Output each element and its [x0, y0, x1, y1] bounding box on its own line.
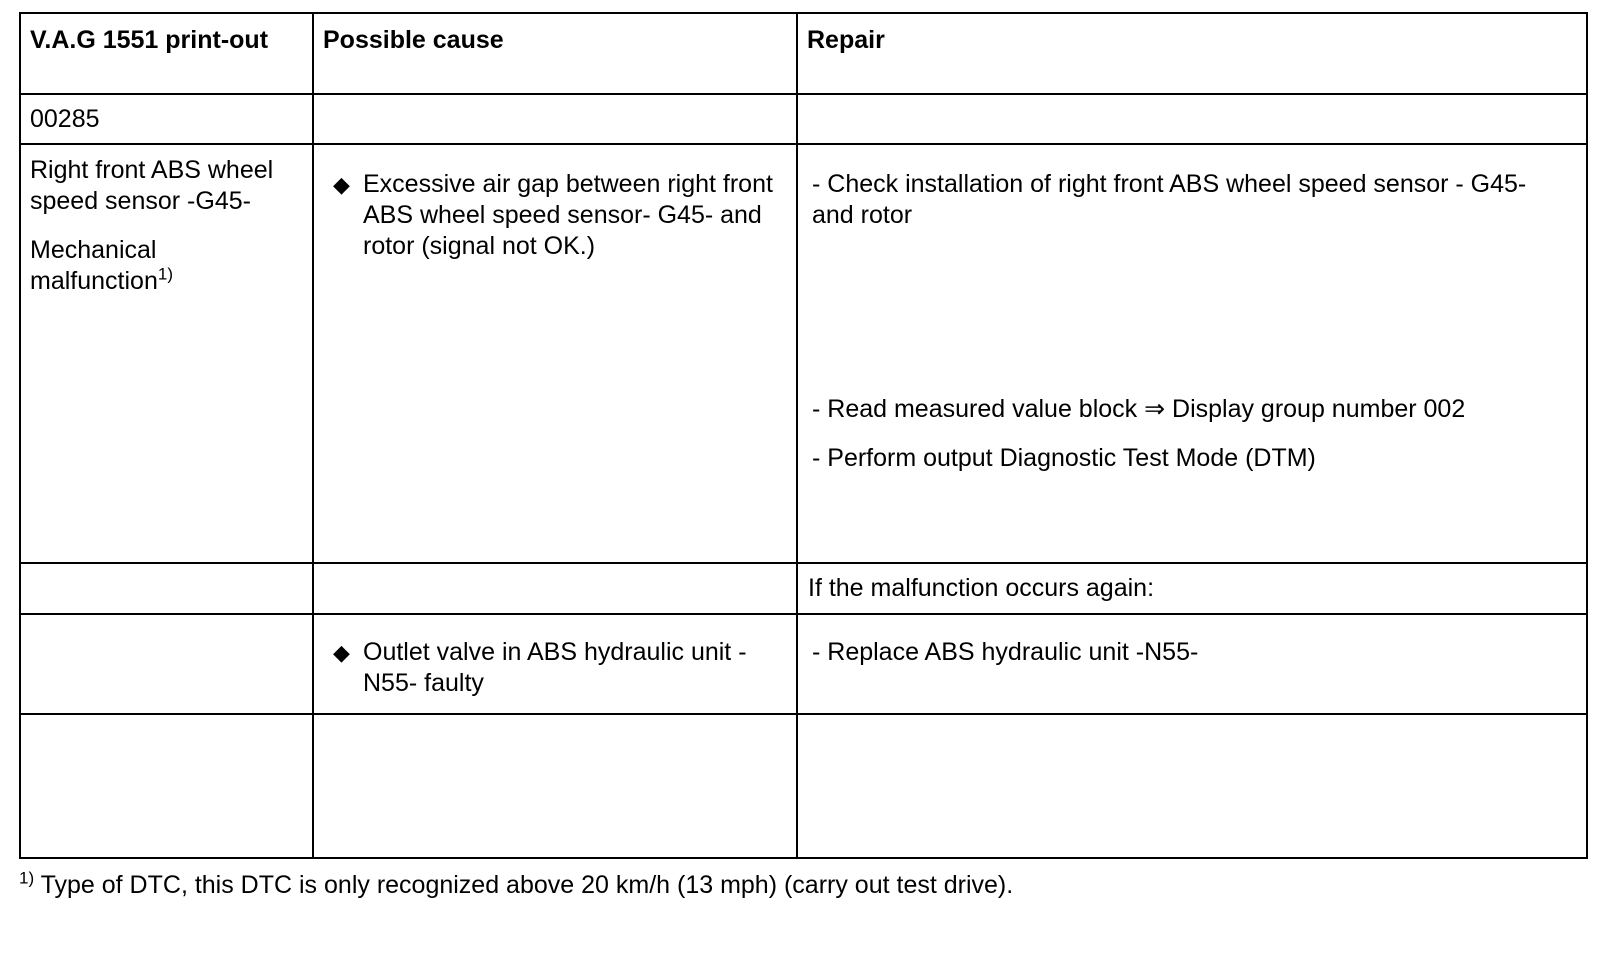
empty-cell — [20, 563, 313, 614]
fault-component: Right front ABS wheel speed sensor -G45- — [30, 156, 274, 215]
footnote — [19, 870, 1013, 901]
repair-step: - Check installation of right front ABS wheel speed sensor - G45- and rotor — [812, 170, 1527, 229]
cause-cell — [313, 144, 797, 563]
table-row — [20, 714, 1587, 858]
empty-cell — [313, 563, 797, 614]
repair-step: - Replace ABS hydraulic unit -N55- — [812, 638, 1199, 666]
cause-text: Excessive air gap between right front ABS wheel speed sensor- G45- and rotor (signal not OK.) — [363, 170, 773, 260]
footnote-marker: 1) — [157, 264, 173, 284]
empty-cell — [797, 94, 1587, 144]
empty-cell — [20, 614, 313, 714]
repeat-note-cell — [797, 563, 1587, 614]
header-printout: V.A.G 1551 print-out — [20, 13, 313, 94]
table-row — [20, 144, 1587, 563]
fault-description-cell — [20, 144, 313, 563]
empty-cell — [797, 714, 1587, 858]
table-row — [20, 563, 1587, 614]
header-repair: Repair — [797, 13, 1587, 94]
repair-step: - Perform output Diagnostic Test Mode (DTM) — [812, 444, 1316, 472]
repeat-note: If the malfunction occurs again: — [808, 574, 1155, 602]
repair-step: - Read measured value block ⇒ Display group number 002 — [812, 395, 1466, 423]
footnote-marker: 1) — [19, 868, 35, 888]
header-possible-cause: Possible cause — [313, 13, 797, 94]
fault-type: Mechanical malfunction$^{1)}$ — [30, 236, 173, 295]
diamond-bullet-icon: ◆ — [333, 172, 350, 197]
empty-cell — [20, 714, 313, 858]
cause-text: Outlet valve in ABS hydraulic unit -N55- faulty — [363, 638, 747, 697]
fault-code: 00285 — [30, 105, 100, 133]
diamond-bullet-icon: ◆ — [333, 640, 350, 665]
fault-code-cell — [20, 94, 313, 144]
repair-cell — [797, 144, 1587, 563]
footnote-text: Type of DTC, this DTC is only recognized above 20 km/h (13 mph) (carry out test drive). — [34, 871, 1014, 899]
empty-cell — [313, 94, 797, 144]
table-row — [20, 94, 1587, 144]
table-row — [20, 614, 1587, 714]
dtc-table — [19, 12, 1588, 859]
cause-cell — [313, 614, 797, 714]
header-row — [20, 13, 1587, 94]
empty-cell — [313, 714, 797, 858]
repair-cell — [797, 614, 1587, 714]
